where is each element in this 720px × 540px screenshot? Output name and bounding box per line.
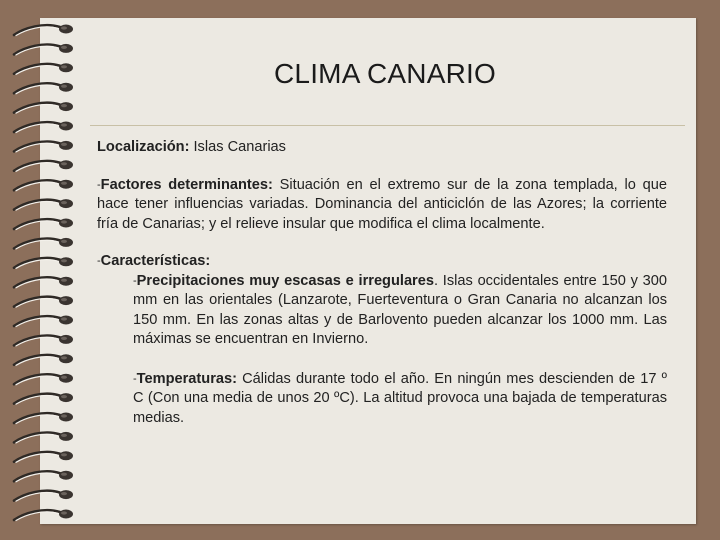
- localizacion-label: Localización:: [97, 139, 190, 155]
- binding-ring: [14, 316, 73, 327]
- binding-ring: [14, 510, 73, 521]
- binding-ring: [14, 374, 73, 385]
- binding-ring: [14, 354, 73, 365]
- binding-ring: [14, 451, 73, 462]
- factores-bullet: -: [97, 178, 101, 191]
- binding-ring: [14, 257, 73, 268]
- binding-ring: [14, 432, 73, 443]
- binding-ring: [14, 393, 73, 404]
- binding-ring: [14, 141, 73, 152]
- binding-ring: [14, 199, 73, 210]
- binding-ring: [14, 335, 73, 346]
- binding-ring: [14, 83, 73, 94]
- temperaturas-bullet: -: [133, 372, 137, 385]
- binding-ring: [14, 63, 73, 74]
- binding-ring: [14, 277, 73, 288]
- precipitaciones-bullet: -: [133, 274, 137, 287]
- precipitaciones-label: Precipitaciones muy escasas e irregulares: [136, 272, 434, 289]
- precipitaciones-paragraph: [133, 272, 667, 350]
- binding-ring: [14, 413, 73, 424]
- binding-ring: [14, 25, 73, 36]
- caracteristicas-bullet: -: [97, 255, 101, 267]
- temperaturas-paragraph: [133, 370, 667, 429]
- slide-content: [97, 138, 667, 446]
- factores-label: Factores determinantes:: [100, 176, 273, 193]
- binding-ring: [14, 296, 73, 307]
- binding-ring: [14, 471, 73, 482]
- caracteristicas-heading: [97, 252, 667, 272]
- title-divider: [90, 125, 685, 126]
- factores-paragraph: [97, 176, 667, 235]
- localizacion-text: Islas Canarias: [189, 139, 286, 155]
- factores-text: Situación en el extremo sur de la zona templada, lo que hace tener influencias variadas. Dominancia del anticiclón de las Azores; la corriente fría de Canarias; y el relieve insular que modifica el clima localmente.: [97, 176, 667, 232]
- binding-ring: [14, 180, 73, 191]
- temperaturas-label: Temperaturas:: [136, 370, 237, 387]
- spiral-binding-icon: [0, 0, 90, 540]
- precipitaciones-text: . Islas occidentales entre 150 y 300 mm en las orientales (Lanzarote, Fuerteventura o Gran Canaria no alcanzan los 150 mm. En las zonas altas y de Barlovento pueden alcanzar los 1000 mm. Las máximas se encuentran en Invierno.: [133, 272, 667, 347]
- binding-ring: [14, 490, 73, 501]
- temperaturas-text: Cálidas durante todo el año. En ningún mes descienden de 17 º C (Con una media de unos 20 ºC). La altitud provoca una bajada de temperaturas medias.: [133, 370, 667, 426]
- binding-ring: [14, 102, 73, 113]
- binding-ring: [14, 44, 73, 55]
- page-title: CLIMA CANARIO: [274, 58, 496, 89]
- binding-ring: [14, 122, 73, 133]
- binding-ring: [14, 219, 73, 230]
- caracteristicas-label: Características:: [100, 253, 211, 269]
- binding-ring: [14, 238, 73, 249]
- localizacion-paragraph: [97, 138, 667, 158]
- binding-ring: [14, 160, 73, 171]
